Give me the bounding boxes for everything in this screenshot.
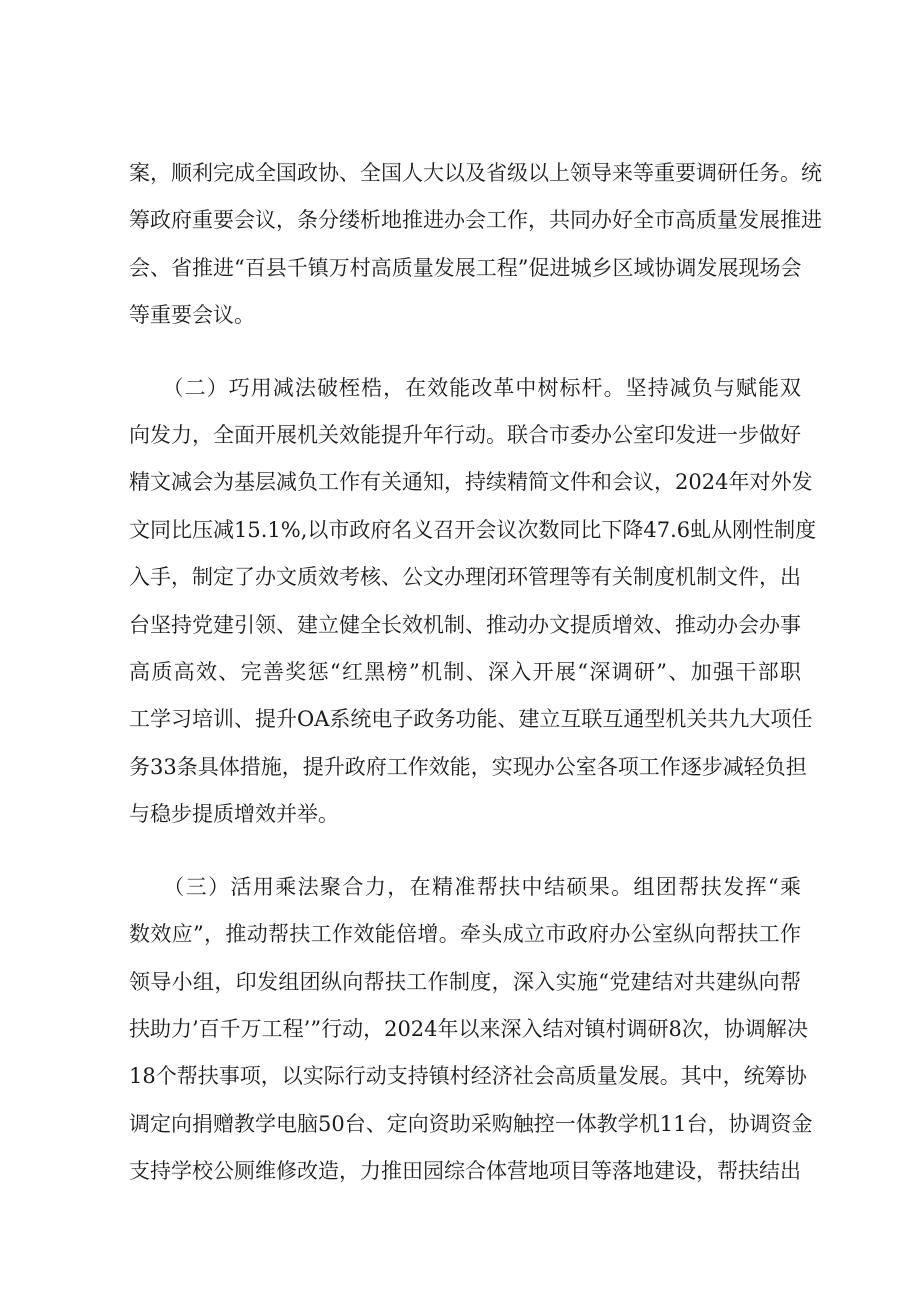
text-line: 等重要会议。 <box>129 303 255 328</box>
paragraph-meeting-tasks <box>129 150 822 340</box>
text-line: 扶助力’百千万工程’”行动，2024年以来深入结对镇村调研8次，协调解决 <box>129 1016 808 1041</box>
text-line: 会、省推进“百县千镇万村高质量发展工程”促进城乡区域协调发展现场会 <box>129 255 802 280</box>
text-line: （三）活用乘法聚合力，在精准帮扶中结硕果。组团帮扶发挥“乘 <box>129 874 801 899</box>
paragraph-spacer <box>129 340 801 365</box>
text-line: 向发力，全面开展机关效能提升年行动。联合市委办公室印发进一步做好 <box>129 423 801 448</box>
paragraph-spacer <box>129 839 801 864</box>
paragraph-efficiency-reform <box>129 365 817 839</box>
text-line: 数效应”，推动帮扶工作效能倍增。牵头成立市政府办公室纵向帮扶工作 <box>129 922 801 947</box>
text-line: （二）巧用减法破桎梏，在效能改革中树标杆。坚持减负与赋能双 <box>129 375 801 400</box>
text-line: 台坚持党建引领、建立健全长效机制、推动办文提质增效、推动办会办事 <box>129 612 801 637</box>
text-line: 务33条具体措施，提升政府工作效能，实现办公室各项工作逐步减轻负担 <box>129 754 807 779</box>
text-line: 入手，制定了办文质效考核、公文办理闭环管理等有关制度机制文件，出 <box>129 565 801 590</box>
text-line: 高质高效、完善奖惩“红黑榜”机制、深入开展“深调研”、加强干部职 <box>129 660 801 685</box>
text-line: 调定向捐赠教学电脑50台、定向资助采购触控一体教学机11台，协调资金 <box>129 1111 813 1136</box>
text-line: 案，顺利完成全国政协、全国人大以及省级以上领导来等重要调研任务。统 <box>129 161 822 185</box>
document-body <box>129 150 822 1196</box>
paragraph-targeted-assistance <box>129 864 813 1196</box>
text-line: 文同比压减15.1%,以市政府名义召开会议次数同比下降47.6虬从刚性制度 <box>129 517 817 542</box>
text-line: 与稳步提质增效并举。 <box>129 802 339 827</box>
text-line: 支持学校公厕维修改造，力推田园综合体营地项目等落地建设，帮扶结出 <box>129 1159 801 1184</box>
text-line: 领导小组，印发组团纵向帮扶工作制度，深入实施“党建结对共建纵向帮 <box>129 969 801 994</box>
text-line: 精文减会为基层减负工作有关通知，持续精简文件和会议，2024年对外发 <box>129 470 813 495</box>
text-line: 工学习培训、提升OA系统电子政务功能、建立互联互通型机关共九大项任 <box>129 707 813 732</box>
text-line: 筹政府重要会议，条分缕析地推进办会工作，共同办好全市高质量发展推进 <box>129 208 822 233</box>
text-line: 18个帮扶事项，以实际行动支持镇村经济社会高质量发展。其中，统筹协 <box>129 1064 807 1089</box>
